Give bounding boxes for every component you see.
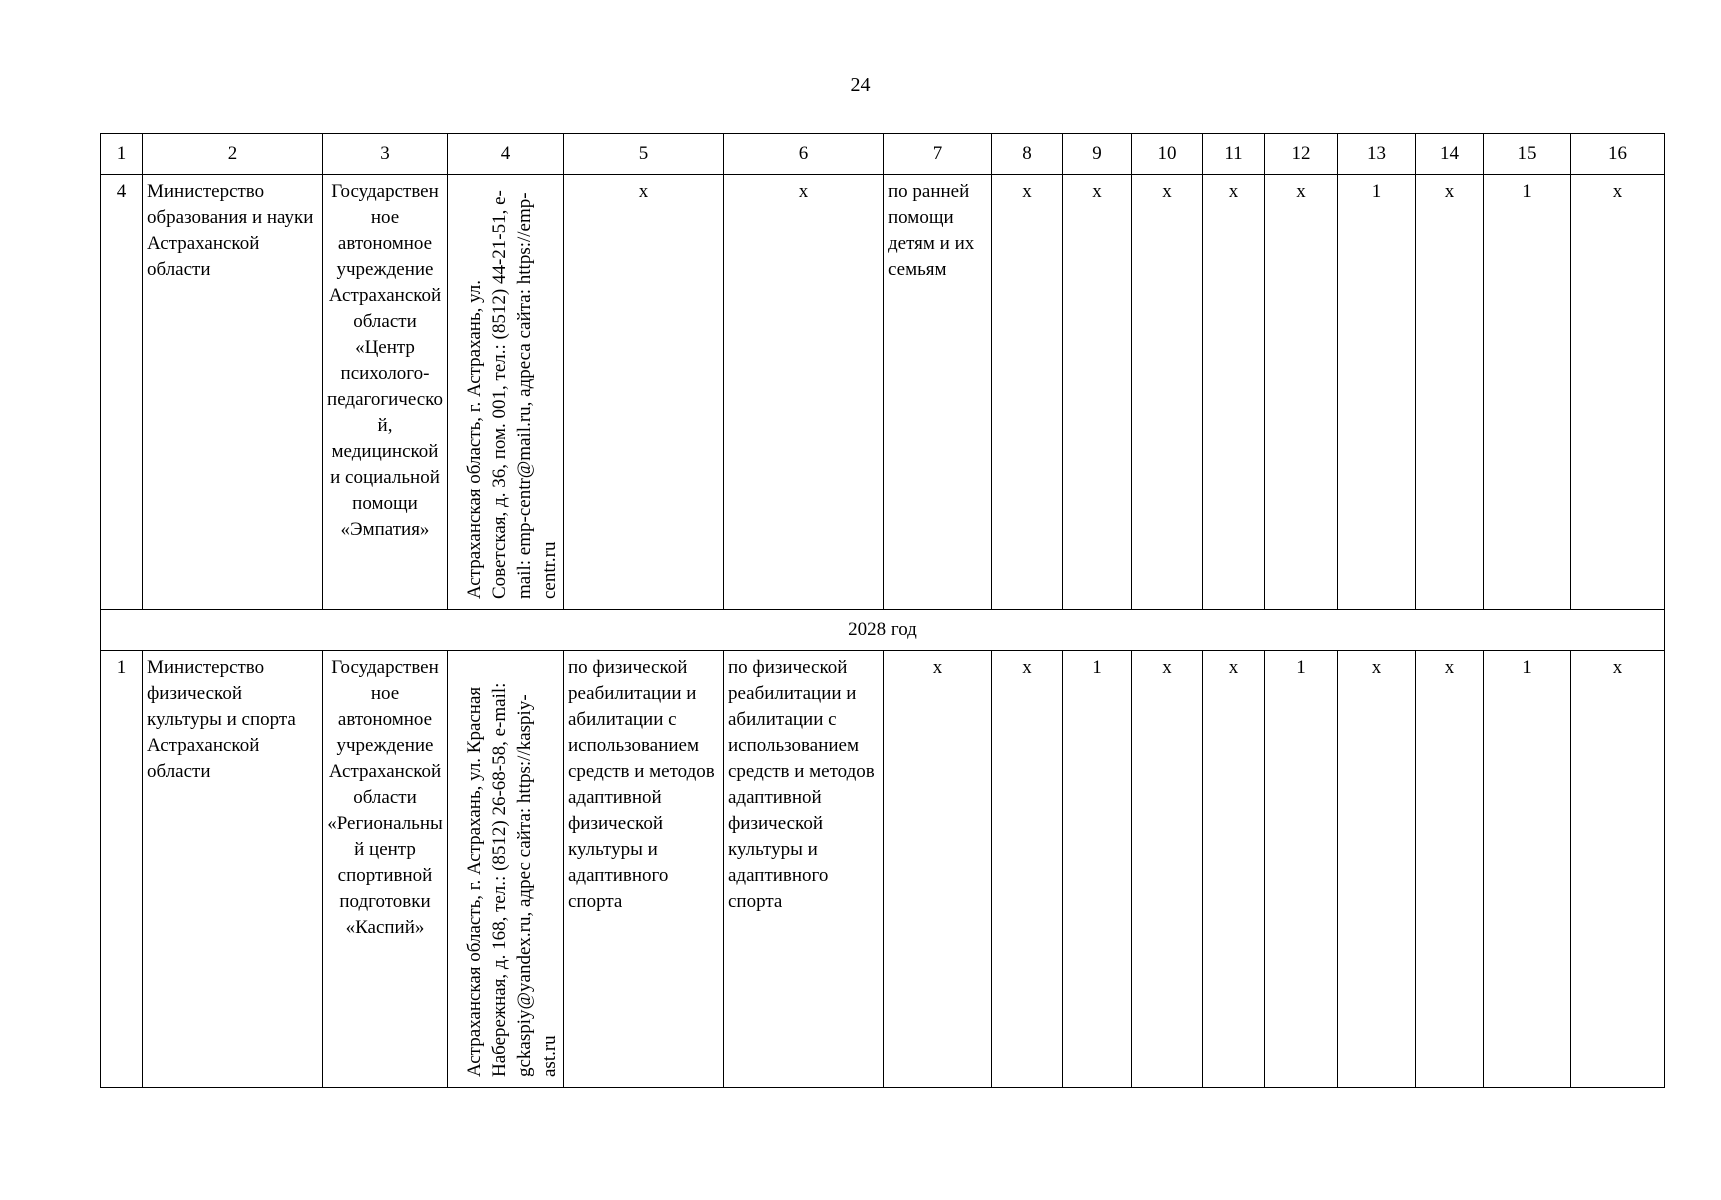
institution-name: Государственное автономное учреждение Астраханской области «Центр психолого-педагогической, медицинской и социальной помощи «Эмпатия»: [323, 175, 448, 610]
ministry-name: Министерство образования и науки Астраханской области: [143, 175, 323, 610]
cell-col9: х: [1063, 175, 1132, 610]
year-label: 2028 год: [101, 610, 1665, 651]
cell-col16: х: [1571, 651, 1665, 1088]
registry-table: [100, 133, 1665, 1088]
cell-col5: по физической реабилитации и абилитации с использованием средств и методов адаптивной физической культуры и адаптивного спорта: [564, 651, 724, 1088]
header-cell: 1: [101, 134, 143, 175]
header-cell: 5: [564, 134, 724, 175]
cell-col15: 1: [1484, 175, 1571, 610]
institution-address-cell: [448, 175, 564, 610]
cell-col16: х: [1571, 175, 1665, 610]
header-cell: 2: [143, 134, 323, 175]
ministry-name: Министерство физической культуры и спорта Астраханской области: [143, 651, 323, 1088]
cell-col7: х: [884, 651, 992, 1088]
cell-col10: х: [1132, 651, 1203, 1088]
institution-name: Государственное автономное учреждение Астраханской области «Региональный центр спортивной подготовки «Каспий»: [323, 651, 448, 1088]
year-row: [101, 610, 1665, 651]
header-cell: 13: [1338, 134, 1416, 175]
cell-col13: х: [1338, 651, 1416, 1088]
table-row: [101, 175, 1665, 610]
header-cell: 11: [1203, 134, 1265, 175]
row-number: 4: [101, 175, 143, 610]
header-row: [101, 134, 1665, 175]
header-cell: 6: [724, 134, 884, 175]
page-number: 24: [850, 74, 871, 96]
cell-col12: х: [1265, 175, 1338, 610]
institution-address: Астраханская область, г. Астрахань, ул. Красная Набережная, д. 168, тел.: (8512) 26-68-58, e-mail: gckaspiy@yandex.ru, адрес сайта: https://kaspiy-ast.ru: [464, 682, 560, 1077]
cell-col7: по ранней помощи детям и их семьям: [884, 175, 992, 610]
header-cell: 16: [1571, 134, 1665, 175]
header-cell: 4: [448, 134, 564, 175]
header-cell: 14: [1416, 134, 1484, 175]
cell-col8: х: [992, 651, 1063, 1088]
cell-col15: 1: [1484, 651, 1571, 1088]
header-cell: 9: [1063, 134, 1132, 175]
header-cell: 3: [323, 134, 448, 175]
cell-col5: х: [564, 175, 724, 610]
cell-col10: х: [1132, 175, 1203, 610]
cell-col6: х: [724, 175, 884, 610]
cell-col13: 1: [1338, 175, 1416, 610]
cell-col8: х: [992, 175, 1063, 610]
cell-col14: х: [1416, 175, 1484, 610]
header-cell: 15: [1484, 134, 1571, 175]
header-cell: 12: [1265, 134, 1338, 175]
cell-col6: по физической реабилитации и абилитации с использованием средств и методов адаптивной физической культуры и адаптивного спорта: [724, 651, 884, 1088]
header-cell: 7: [884, 134, 992, 175]
header-cell: 8: [992, 134, 1063, 175]
table-row: [101, 651, 1665, 1088]
cell-col9: 1: [1063, 651, 1132, 1088]
row-number: 1: [101, 651, 143, 1088]
institution-address: Астраханская область, г. Астрахань, ул. Советская, д. 36, пом. 001, тел.: (8512) 44-21-51, e-mail: emp-centr@mail.ru, адреса сайта: https://emp-centr.ru: [464, 190, 560, 599]
cell-col11: х: [1203, 651, 1265, 1088]
cell-col14: х: [1416, 651, 1484, 1088]
institution-address-cell: [448, 651, 564, 1088]
cell-col12: 1: [1265, 651, 1338, 1088]
header-cell: 10: [1132, 134, 1203, 175]
cell-col11: х: [1203, 175, 1265, 610]
